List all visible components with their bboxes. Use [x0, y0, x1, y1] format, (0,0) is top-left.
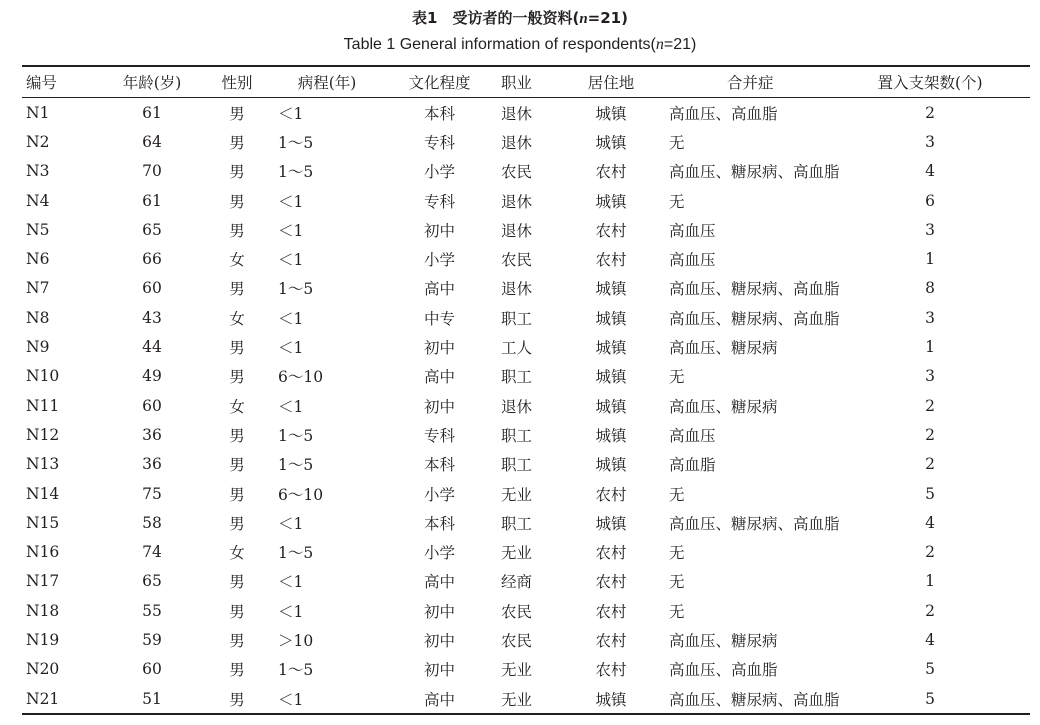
caption-cn-title: 表1 受访者的一般资料(: [412, 9, 580, 27]
cell-stents: 2: [925, 601, 935, 620]
cell-occupation: 退休: [501, 104, 533, 123]
cell-stents: 5: [925, 484, 935, 503]
cell-stents: 2: [925, 455, 935, 474]
cell-residence: 城镇: [595, 397, 627, 416]
cell-duration: ＜1: [278, 397, 304, 416]
cell-id: N19: [26, 630, 60, 649]
header-stents: 置入支架数(个): [877, 74, 983, 92]
cell-duration: ＜1: [278, 192, 304, 211]
cell-age: 65: [142, 572, 162, 591]
cell-duration: ＜1: [278, 309, 304, 328]
cell-occupation: 农民: [501, 251, 533, 270]
table-caption-english: [0, 36, 1040, 54]
header-comorbidity: 合并症: [727, 74, 774, 92]
cell-comorbidity: 高血压、糖尿病、高血脂: [669, 280, 840, 299]
cell-comorbidity: 高血压、糖尿病: [669, 397, 778, 416]
cell-id: N3: [26, 162, 50, 181]
cell-id: N16: [26, 543, 60, 562]
cell-id: N18: [26, 601, 60, 620]
cell-sex: 男: [229, 602, 245, 621]
cell-comorbidity: 无: [669, 602, 685, 621]
cell-duration: ＜1: [278, 514, 304, 533]
cell-occupation: 退休: [501, 133, 533, 152]
cell-id: N1: [26, 103, 50, 122]
cell-id: N20: [26, 660, 60, 679]
cell-duration: 1～5: [278, 661, 314, 680]
cell-residence: 城镇: [595, 426, 627, 445]
cell-education: 专科: [423, 426, 455, 445]
table-row: [22, 450, 1030, 479]
cell-duration: 1～5: [278, 280, 314, 299]
cell-residence: 农村: [595, 602, 627, 621]
table-row: [22, 655, 1030, 684]
header-sex: 性别: [221, 74, 253, 92]
caption-en-eq: =21): [663, 36, 697, 53]
cell-age: 51: [142, 689, 162, 708]
cell-occupation: 退休: [501, 192, 533, 211]
cell-sex: 男: [229, 485, 245, 504]
cell-age: 60: [142, 660, 162, 679]
caption-en-title: Table 1 General information of respondents(: [343, 36, 656, 53]
header-education: 文化程度: [408, 74, 471, 92]
cell-comorbidity: 无: [669, 485, 685, 504]
cell-comorbidity: 高血压: [669, 426, 716, 445]
cell-stents: 3: [925, 367, 935, 386]
cell-age: 66: [142, 250, 162, 269]
cell-education: 初中: [423, 602, 455, 621]
cell-id: N5: [26, 220, 50, 239]
table-row: [22, 303, 1030, 332]
cell-sex: 男: [229, 221, 245, 240]
cell-occupation: 职工: [501, 456, 533, 475]
cell-stents: 1: [925, 338, 935, 357]
cell-id: N7: [26, 279, 50, 298]
cell-stents: 4: [925, 630, 935, 649]
cell-duration: ＜1: [278, 690, 304, 709]
table-row: [22, 157, 1030, 186]
cell-occupation: 职工: [501, 368, 533, 387]
cell-occupation: 无业: [501, 690, 533, 709]
cell-education: 高中: [423, 368, 455, 387]
cell-sex: 女: [229, 309, 245, 328]
cell-sex: 男: [229, 192, 245, 211]
cell-id: N17: [26, 572, 60, 591]
cell-residence: 城镇: [595, 339, 627, 358]
cell-age: 65: [142, 220, 162, 239]
cell-education: 初中: [423, 339, 455, 358]
cell-education: 初中: [423, 631, 455, 650]
cell-occupation: 职工: [501, 426, 533, 445]
cell-education: 专科: [423, 192, 455, 211]
cell-stents: 2: [925, 425, 935, 444]
cell-stents: 5: [925, 660, 935, 679]
cell-sex: 男: [229, 661, 245, 680]
cell-age: 49: [142, 367, 162, 386]
cell-stents: 3: [925, 132, 935, 151]
cell-residence: 农村: [595, 573, 627, 592]
header-id: 编号: [26, 74, 58, 92]
header-duration: 病程(年): [297, 74, 357, 92]
cell-residence: 农村: [595, 631, 627, 650]
cell-comorbidity: 高血压、高血脂: [669, 661, 778, 680]
cell-sex: 男: [229, 426, 245, 445]
cell-age: 59: [142, 630, 162, 649]
cell-id: N14: [26, 484, 60, 503]
table-body: [22, 98, 1030, 715]
cell-occupation: 农民: [501, 163, 533, 182]
cell-duration: 1～5: [278, 426, 314, 445]
cell-education: 高中: [423, 690, 455, 709]
table-row: [22, 127, 1030, 156]
table-row: [22, 274, 1030, 303]
cell-occupation: 职工: [501, 309, 533, 328]
cell-age: 60: [142, 396, 162, 415]
cell-education: 本科: [423, 514, 455, 533]
table-row: [22, 362, 1030, 391]
cell-stents: 2: [925, 396, 935, 415]
cell-comorbidity: 高血脂: [669, 456, 716, 475]
table-row: [22, 567, 1030, 596]
caption-cn-eq: =21): [587, 9, 628, 27]
cell-residence: 农村: [595, 544, 627, 563]
cell-stents: 3: [925, 308, 935, 327]
cell-stents: 4: [925, 513, 935, 532]
cell-occupation: 经商: [501, 573, 533, 592]
cell-stents: 2: [925, 543, 935, 562]
cell-occupation: 农民: [501, 631, 533, 650]
cell-residence: 城镇: [595, 104, 627, 123]
table-row: [22, 332, 1030, 361]
cell-education: 初中: [423, 221, 455, 240]
cell-education: 小学: [423, 163, 455, 182]
cell-duration: 1～5: [278, 456, 314, 475]
cell-comorbidity: 高血压、糖尿病: [669, 631, 778, 650]
cell-sex: 男: [229, 280, 245, 299]
cell-education: 初中: [423, 661, 455, 680]
cell-residence: 城镇: [595, 280, 627, 299]
cell-comorbidity: 高血压、糖尿病、高血脂: [669, 514, 840, 533]
cell-id: N12: [26, 425, 60, 444]
cell-sex: 男: [229, 368, 245, 387]
cell-occupation: 工人: [501, 339, 533, 358]
cell-occupation: 退休: [501, 280, 533, 299]
cell-comorbidity: 无: [669, 133, 685, 152]
caption-cn-n: n: [579, 11, 588, 27]
cell-comorbidity: 无: [669, 192, 685, 211]
cell-age: 36: [142, 425, 162, 444]
cell-id: N9: [26, 338, 50, 357]
caption-en-n: n: [655, 36, 664, 53]
cell-comorbidity: 高血压、糖尿病: [669, 339, 778, 358]
respondents-table: [22, 65, 1030, 715]
cell-sex: 女: [229, 544, 245, 563]
cell-stents: 5: [925, 689, 935, 708]
cell-sex: 男: [229, 514, 245, 533]
cell-duration: 6～10: [278, 368, 324, 387]
table-row: [22, 596, 1030, 625]
cell-duration: 1～5: [278, 544, 314, 563]
cell-education: 初中: [423, 397, 455, 416]
cell-comorbidity: 高血压: [669, 251, 716, 270]
cell-sex: 女: [229, 397, 245, 416]
header-residence: 居住地: [587, 74, 635, 92]
cell-education: 小学: [423, 251, 455, 270]
cell-education: 高中: [423, 573, 455, 592]
cell-sex: 男: [229, 104, 245, 123]
cell-stents: 1: [925, 250, 935, 269]
cell-duration: ＜1: [278, 339, 304, 358]
table-row: [22, 244, 1030, 273]
table-row: [22, 215, 1030, 244]
cell-education: 小学: [423, 485, 455, 504]
cell-duration: ＜1: [278, 221, 304, 240]
cell-age: 36: [142, 455, 162, 474]
cell-education: 专科: [423, 133, 455, 152]
header-row: [22, 66, 1030, 98]
cell-comorbidity: 无: [669, 573, 685, 592]
cell-age: 44: [142, 338, 162, 357]
cell-education: 中专: [423, 309, 455, 328]
cell-sex: 男: [229, 573, 245, 592]
table-row: [22, 98, 1030, 128]
cell-residence: 农村: [595, 251, 627, 270]
cell-id: N10: [26, 367, 60, 386]
cell-comorbidity: 高血压、糖尿病、高血脂: [669, 690, 840, 709]
cell-sex: 男: [229, 163, 245, 182]
cell-duration: 1～5: [278, 133, 314, 152]
cell-occupation: 退休: [501, 221, 533, 240]
cell-age: 58: [142, 513, 162, 532]
cell-occupation: 无业: [501, 544, 533, 563]
cell-comorbidity: 无: [669, 544, 685, 563]
cell-stents: 8: [925, 279, 935, 298]
cell-sex: 男: [229, 339, 245, 358]
cell-duration: 6～10: [278, 485, 324, 504]
cell-education: 高中: [423, 280, 455, 299]
table-row: [22, 420, 1030, 449]
cell-age: 60: [142, 279, 162, 298]
cell-residence: 农村: [595, 485, 627, 504]
cell-comorbidity: 高血压: [669, 221, 716, 240]
cell-age: 74: [142, 543, 162, 562]
cell-age: 61: [142, 103, 162, 122]
table-row: [22, 625, 1030, 654]
cell-residence: 城镇: [595, 456, 627, 475]
cell-id: N21: [26, 689, 60, 708]
cell-duration: ＜1: [278, 573, 304, 592]
cell-id: N11: [26, 396, 60, 415]
cell-id: N8: [26, 308, 50, 327]
cell-id: N13: [26, 455, 60, 474]
cell-id: N4: [26, 191, 50, 210]
cell-education: 本科: [423, 104, 455, 123]
table-row: [22, 508, 1030, 537]
cell-stents: 6: [925, 191, 935, 210]
cell-occupation: 退休: [501, 397, 533, 416]
cell-duration: 1～5: [278, 163, 314, 182]
table-row: [22, 186, 1030, 215]
cell-residence: 城镇: [595, 192, 627, 211]
cell-comorbidity: 无: [669, 368, 685, 387]
cell-duration: ＞10: [278, 631, 314, 650]
header-occupation: 职业: [501, 74, 533, 92]
cell-residence: 农村: [595, 661, 627, 680]
cell-sex: 男: [229, 631, 245, 650]
cell-residence: 农村: [595, 221, 627, 240]
cell-occupation: 职工: [501, 514, 533, 533]
cell-duration: ＜1: [278, 602, 304, 621]
cell-sex: 男: [229, 456, 245, 475]
cell-stents: 4: [925, 162, 935, 181]
cell-age: 64: [142, 132, 162, 151]
cell-duration: ＜1: [278, 104, 304, 123]
cell-id: N2: [26, 132, 50, 151]
cell-comorbidity: 高血压、高血脂: [669, 104, 778, 123]
cell-education: 本科: [423, 456, 455, 475]
cell-id: N6: [26, 250, 50, 269]
cell-stents: 2: [925, 103, 935, 122]
cell-age: 61: [142, 191, 162, 210]
cell-comorbidity: 高血压、糖尿病、高血脂: [669, 309, 840, 328]
cell-age: 43: [142, 308, 162, 327]
cell-residence: 城镇: [595, 368, 627, 387]
cell-duration: ＜1: [278, 251, 304, 270]
cell-id: N15: [26, 513, 60, 532]
table-row: [22, 684, 1030, 714]
cell-occupation: 无业: [501, 661, 533, 680]
table-caption-chinese: [0, 7, 1040, 28]
cell-residence: 城镇: [595, 690, 627, 709]
cell-residence: 城镇: [595, 514, 627, 533]
cell-stents: 3: [925, 220, 935, 239]
cell-residence: 城镇: [595, 133, 627, 152]
table-row: [22, 537, 1030, 566]
cell-age: 55: [142, 601, 162, 620]
cell-comorbidity: 高血压、糖尿病、高血脂: [669, 163, 840, 182]
cell-occupation: 无业: [501, 485, 533, 504]
table-row: [22, 391, 1030, 420]
cell-sex: 男: [229, 133, 245, 152]
cell-sex: 男: [229, 690, 245, 709]
cell-occupation: 农民: [501, 602, 533, 621]
cell-sex: 女: [229, 251, 245, 270]
header-age: 年龄(岁): [122, 74, 182, 92]
cell-education: 小学: [423, 544, 455, 563]
cell-age: 70: [142, 162, 162, 181]
cell-age: 75: [142, 484, 162, 503]
cell-residence: 农村: [595, 163, 627, 182]
cell-residence: 城镇: [595, 309, 627, 328]
table-row: [22, 479, 1030, 508]
cell-stents: 1: [925, 572, 935, 591]
